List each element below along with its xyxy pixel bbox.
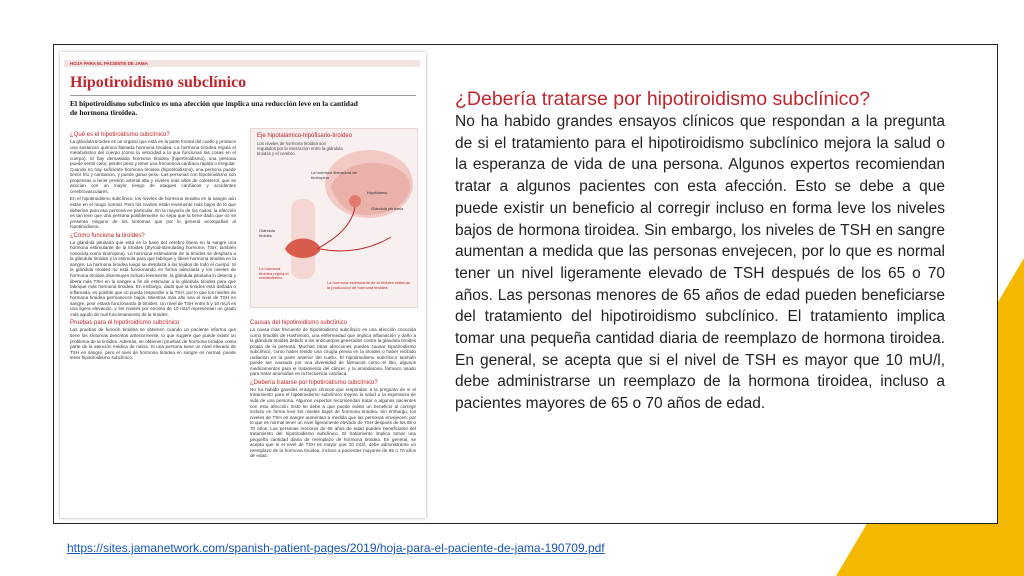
label-pituitary: Glándula pituitaria xyxy=(371,206,404,211)
label-thyroid: Glándula tiroides xyxy=(259,228,276,238)
handout-lead: El hipotiroidismo subclínico es una afección que implica una reducción leve en la cantidad de hormona tiroidea. xyxy=(70,99,358,117)
paragraph: Las pruebas de función tiroidea se obtienen cuando un paciente informa que tiene los síntomas descritos anteriormente, lo que sugiere que puede existir un problema de la tiroides. Además, se obtienen pruebas de hormona tiroidea como parte de la atención médica de rutina. Si una persona tiene un nivel elevado de TSH en sangre, pero el nivel de hormona tiroidea en sangre es normal, puede tener hipotiroidismo subclínico. xyxy=(70,327,236,361)
section-title: Pruebas para el hipotiroidismo subclínico xyxy=(70,320,180,327)
main-body-text: No ha habido grandes ensayos clínicos que respondan a la pregunta de si el tratamiento para el hipotiroidismo subclínico mejora la salud o la esperanza de vida de una persona. Algunos expertos recomiendan tratar a algunos pacientes con esta afección. Esto se debe a que puede existir un beneficio al corregir incluso en forma leve los niveles bajos de hormona tiroidea. Sin embargo, los niveles de TSH en sangre aumentan a medida que las personas envejecen, por lo que es normal tener un nivel ligeramente elevado de TSH después de los 65 o 70 años. Las personas menores de 65 años de edad pueden beneficiarse del tratamiento del hipotiroidismo subclínico. El tratamiento implica tomar una pequeña cantidad diaria de reemplazo de hormona tiroidea. En general, se acepta que si el nivel de TSH es mayor que 10 mU/l, debe administrarse un reemplazo de la hormona tiroidea, incluso a pacientes mayores de 65 o 70 años de edad. xyxy=(455,113,945,413)
handout-divider xyxy=(70,95,416,96)
handout-thumbnail xyxy=(60,52,426,518)
paragraph: La causa más frecuente de hipotiroidismo subclínico es una afección conocida como tiroiditis de Hashimoto, una enfermedad que implica inflamación y daño a la glándula tiroides debido a los anticuerpos generados contra la glándula tiroides propia de la persona. Muchas otras afecciones pueden causar hipotiroidismo subclínico, como haber tenido una cirugía previa en la tiroides o haber recibido radiación en la parte anterior del cuello. El hipotiroidismo subclínico también puede ser causado por una diversidad de fármacos como el litio, algunos medicamentos para el tratamiento del cáncer, y la amiodarona, fármaco usado para tratar anomalías en la frecuencia cardíaca. xyxy=(250,327,416,377)
paragraph: En el hipotiroidismo subclínico, los niveles de hormona tiroidea en la sangre aún están en el rango normal. Pero los niveles están levemente más bajos de lo que deberían para esa persona en particular. En la mayoría de los casos, la afección es tan leve que una persona posiblemente no sepa que la tiene dado que no se presenta ninguno de los síntomas que por lo general acompañan al hipotiroidismo. xyxy=(70,196,236,230)
handout-title: Hipotiroidismo subclínico xyxy=(70,74,247,91)
figure-description: Los niveles de hormona tiroidea son regulados por la interacción entre la glándula tiroides y el cerebro. xyxy=(257,141,343,156)
section-title: ¿Debería tratarse por hipotiroidismo subclínico? xyxy=(250,379,378,386)
paragraph: No ha habido grandes ensayos clínicos que respondan a la pregunta de si el tratamiento para el hipotiroidismo subclínico mejora la salud o la esperanza de vida de una persona. Algunos expertos recomiendan tratar a algunos pacientes con esta afección. Esto se debe a que puede existir un beneficio al corregir incluso en forma leve los niveles bajos de hormona tiroidea. Sin embargo, los niveles de TSH en sangre aumentan a medida que las personas envejecen, por lo que es normal tener un nivel ligeramente elevado de TSH después de los 65 o 70 años. Las personas menores de 65 años de edad pueden beneficiarse del tratamiento del hipotiroidismo subclínico. El tratamiento implica tomar una pequeña cantidad diaria de reemplazo de hormona tiroidea. En general, se acepta que si el nivel de TSH es mayor que 10 mU/l, debe administrarse un reemplazo de la hormona tiroidea, incluso a pacientes mayores de 65 o 70 años de edad. xyxy=(250,386,416,459)
section-title: ¿Qué es el hipotiroidismo subclínico? xyxy=(70,132,170,138)
handout-right-column xyxy=(250,317,416,507)
paragraph: La glándula tiroides es un órgano que está en la parte frontal del cuello y produce una sustancia química llamada hormona tiroidea. La hormona tiroidea regula el metabolismo del cuerpo (como la velocidad a la que funcionan las cosas en el cuerpo). Si hay demasiada hormona tiroidea (hipertiroidismo), una persona puede sentir calor, perder peso y tener una frecuencia cardíaca rápida o irregular. Cuando no hay suficiente hormona tiroidea (hipotiroidismo), una persona puede sentir frío y cansancio, y puede ganar peso. Las personas con hipotiroidismo son propensas a tener presión arterial alta y niveles más altos de colesterol, que se asocian con un mayor riesgo de ataques cardíacos y accidentes cerebrovasculares. xyxy=(70,139,236,194)
label-trh: La hormona liberadora de tirotropina xyxy=(311,170,357,180)
label-hypothalamus: Hipotálamo xyxy=(367,190,388,195)
thyroid-axis-figure xyxy=(250,128,418,308)
section-title: ¿Cómo funciona la tiroides? xyxy=(70,232,145,239)
figure-title: Eje hipotalámico-hipofisario-tiroideo xyxy=(257,133,353,139)
label-thyroid-hormone: La hormona tiroidea regula el metabolismo. xyxy=(259,266,289,281)
paragraph: La glándula pituitaria que está en la base del cerebro libera en la sangre una hormona estimulante de la tiroides (thyroid-stimulating hormone, TSH; también conocida como tirotropina). La hormona estimulante de la tiroides se desplaza a la glándula tiroides y la estimula para que fabrique y libere hormona tiroidea en la sangre. La hormona tiroidea luego se desplaza a los tejidos de todo el cuerpo. Si la glándula tiroides no está funcionando en forma adecuada y los niveles de hormona tiroidea disminuyen incluso levemente, la glándula pituitaria lo detecta y libera más TSH en la sangre a fin de estimular a la glándula tiroides para que fabrique más hormona tiroidea. En embargo, dado que la tiroides está dañada o inflamada, es posible que no pueda responder a la TSH, por lo que los niveles de hormona tiroidea permanecen bajos. Mientras más alto sea el nivel de TSH en sangre, peor estará funcionando la tiroides. Un nivel de TSH entre 5 y 10 mU/l es una ligera elevación, y los niveles por encima de 10 mU/l representan un grado más agudo de mal funcionamiento de la tiroides. xyxy=(70,239,236,317)
handout-strip-label: HOJA PARA EL PACIENTE DE JAMA xyxy=(70,61,148,66)
label-tsh: La hormona estimulante de la tiroides estimula la producción de hormona tiroidea xyxy=(327,280,410,290)
main-heading: ¿Debería tratarse por hipotiroidismo subclínico? xyxy=(455,88,871,110)
handout-header-strip xyxy=(64,60,420,67)
section-title: Causas del hipotiroidismo subclínico xyxy=(250,320,348,326)
source-link[interactable]: https://sites.jamanetwork.com/spanish-patient-pages/2019/hoja-para-el-paciente-de-jama-190709.pdf xyxy=(67,541,605,555)
handout-left-column xyxy=(70,129,236,518)
